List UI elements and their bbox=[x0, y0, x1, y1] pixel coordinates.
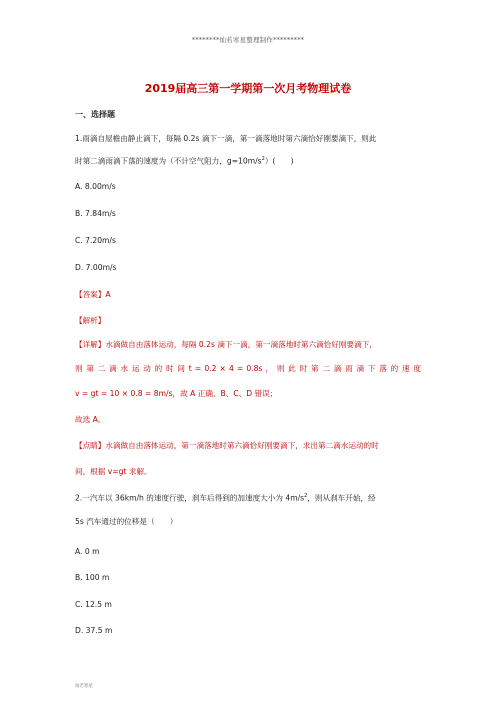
q2-option-c: C. 12.5 m bbox=[75, 600, 112, 609]
section-heading: 一、选择题 bbox=[75, 110, 115, 119]
q1-detail-line1: 【详解】水滴做自由落体运动，每隔 0.2s 滴下一滴，第一滴落地时第六滴恰好刚要滴下， bbox=[75, 340, 377, 349]
q1-stem-line1: 1.雨滴自屋檐由静止滴下，每隔 0.2s 滴下一滴，第一滴落地时第六滴恰好刚要滴下，则此 bbox=[75, 134, 377, 143]
q1-option-d: D. 7.00m/s bbox=[75, 263, 117, 272]
header-banner: ********灿若寒星整理制作********* bbox=[191, 36, 305, 44]
q1-detail-line2: 则 第 二 滴 水 运 动 的 时 间 t = 0.2 × 4 = 0.8s ， 则 此 时 第 二 滴 雨 滴 下 落 的 速 度 bbox=[75, 364, 421, 373]
q1-comment-line1: 【点睛】水滴做自由落体运动，第一滴落地时第六滴恰好刚要滴下，求出第二滴水运动的时 bbox=[75, 441, 379, 450]
q2-stem-line1: 2.一汽车以 36km/h 的速度行驶，刹车后得到的加速度大小为 $4m/s^2$，则从刹车开始，经 bbox=[75, 493, 376, 503]
q2-option-d: D. 37.5 m bbox=[75, 626, 113, 635]
q1-stem-line2: 时第二滴雨滴下落的速度为（不计空气阻力，$g=10m/s^2$）( ) bbox=[75, 156, 294, 166]
q2-option-b: B. 100 m bbox=[75, 573, 110, 582]
q1-analysis-label: 【解析】 bbox=[75, 316, 106, 325]
q1-detail-line3: v = gt = 10 × 0.8 = 8m/s，故 A 正确，B、C、D 错误； bbox=[75, 389, 278, 398]
q1-answer: 【答案】A bbox=[75, 290, 111, 299]
q1-option-a: A. 8.00m/s bbox=[75, 182, 116, 191]
page-title: 2019届高三第一学期第一次月考物理试卷 bbox=[144, 82, 352, 95]
page-footer: 灿若寒星 bbox=[75, 684, 93, 689]
q1-option-b: B. 7.84m/s bbox=[75, 209, 116, 218]
q1-option-c: C. 7.20m/s bbox=[75, 236, 116, 245]
q2-option-a: A. 0 m bbox=[75, 547, 100, 556]
q1-conclusion: 故选 A。 bbox=[75, 415, 106, 424]
q2-stem-line2: 5s 汽车通过的位移是（ ） bbox=[75, 517, 178, 526]
q1-comment-line2: 间，根据 v=gt 求解。 bbox=[75, 467, 152, 476]
